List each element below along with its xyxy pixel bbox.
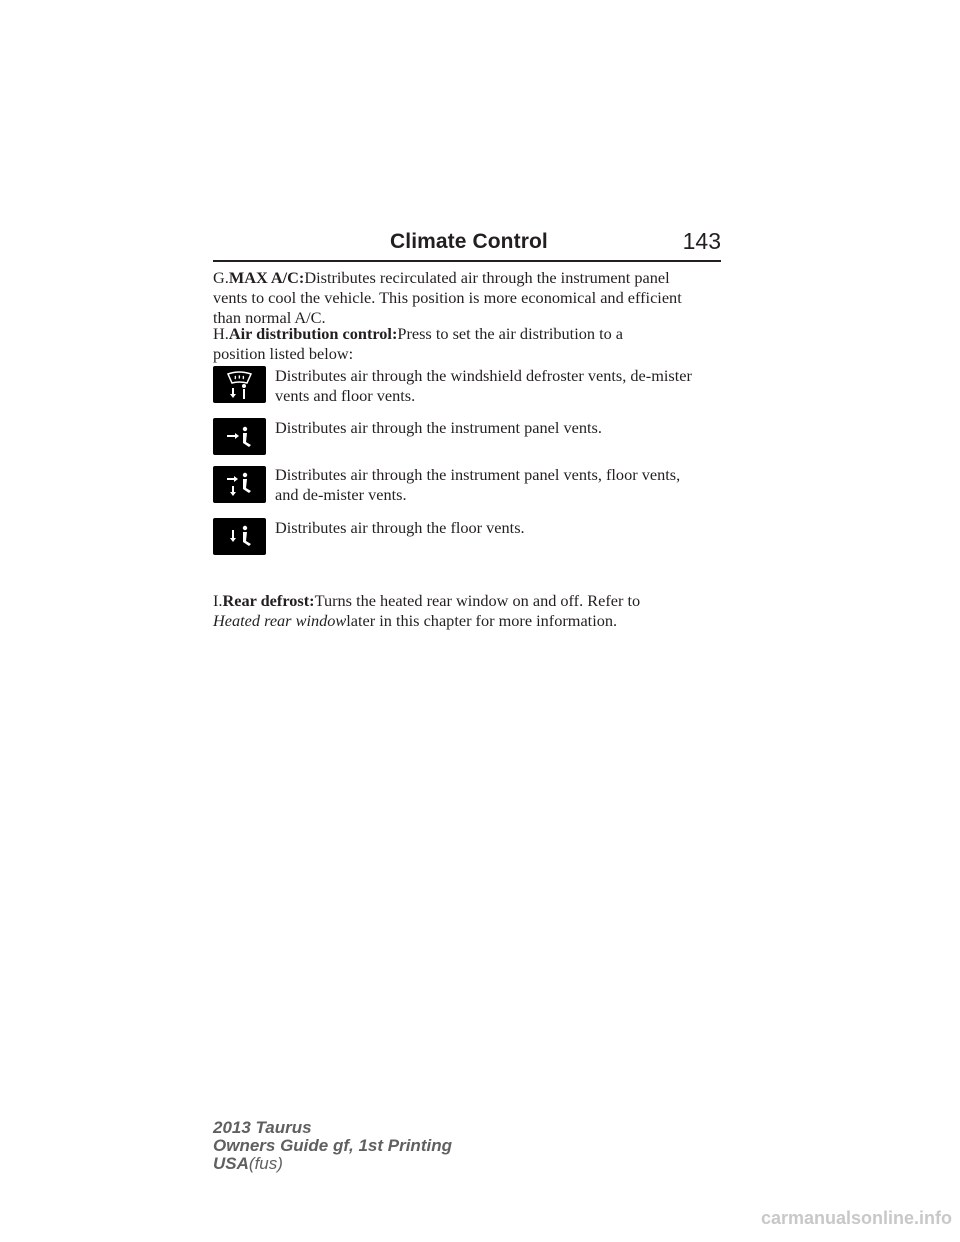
mode-text: Distributes air through the floor vents.	[275, 518, 525, 537]
item-label: MAX A/C:	[228, 268, 305, 287]
mode-description-defrost-floor	[275, 366, 735, 406]
item-letter: H.	[213, 324, 229, 343]
item-text: Turns the heated rear window on and off. Refer to	[314, 591, 641, 610]
item-i-rear-defrost	[213, 591, 733, 631]
footer-region-code: USA	[213, 1154, 249, 1173]
panel-floor-icon	[213, 466, 266, 503]
footer-guide: Owners Guide gf, 1st Printing	[213, 1136, 452, 1155]
item-label: Air distribution control:	[228, 324, 398, 343]
mode-text: Distributes air through the instrument panel vents, floor vents,	[275, 465, 681, 484]
item-letter: I.	[213, 591, 223, 610]
page-footer	[213, 1119, 452, 1173]
item-letter: G.	[213, 268, 229, 287]
item-text: vents to cool the vehicle. This position is more economical and efficient	[213, 288, 682, 307]
item-text: than normal A/C.	[213, 308, 326, 327]
watermark: carmanualsonline.info	[760, 1208, 952, 1228]
item-label: Rear defrost:	[222, 591, 315, 610]
mode-description-panel	[275, 418, 735, 438]
mode-text: vents and floor vents.	[275, 386, 416, 405]
panel-vents-icon	[213, 418, 266, 455]
item-g-max-ac	[213, 268, 733, 328]
page-header	[213, 228, 721, 262]
mode-text: Distributes air through the instrument panel vents.	[275, 418, 602, 437]
mode-text: and de-mister vents.	[275, 485, 407, 504]
mode-text: Distributes air through the windshield defroster vents, de-mister	[275, 366, 692, 385]
item-text: position listed below:	[213, 344, 354, 363]
footer-region	[213, 1155, 452, 1173]
item-text: later in this chapter for more information.	[346, 611, 618, 630]
windshield-defrost-floor-icon	[213, 366, 266, 403]
footer-region-suffix: (fus)	[248, 1154, 283, 1173]
cross-reference-link[interactable]: Heated rear window	[213, 611, 347, 630]
mode-description-floor	[275, 518, 735, 538]
item-text: Distributes recirculated air through the instrument panel	[304, 268, 670, 287]
page-number: 143	[682, 228, 721, 254]
floor-vents-icon	[213, 518, 266, 555]
item-text: Press to set the air distribution to a	[397, 324, 624, 343]
chapter-title: Climate Control	[390, 230, 548, 253]
footer-model: 2013 Taurus	[213, 1118, 312, 1137]
mode-description-panel-floor	[275, 465, 735, 505]
item-h-air-distribution	[213, 324, 733, 364]
